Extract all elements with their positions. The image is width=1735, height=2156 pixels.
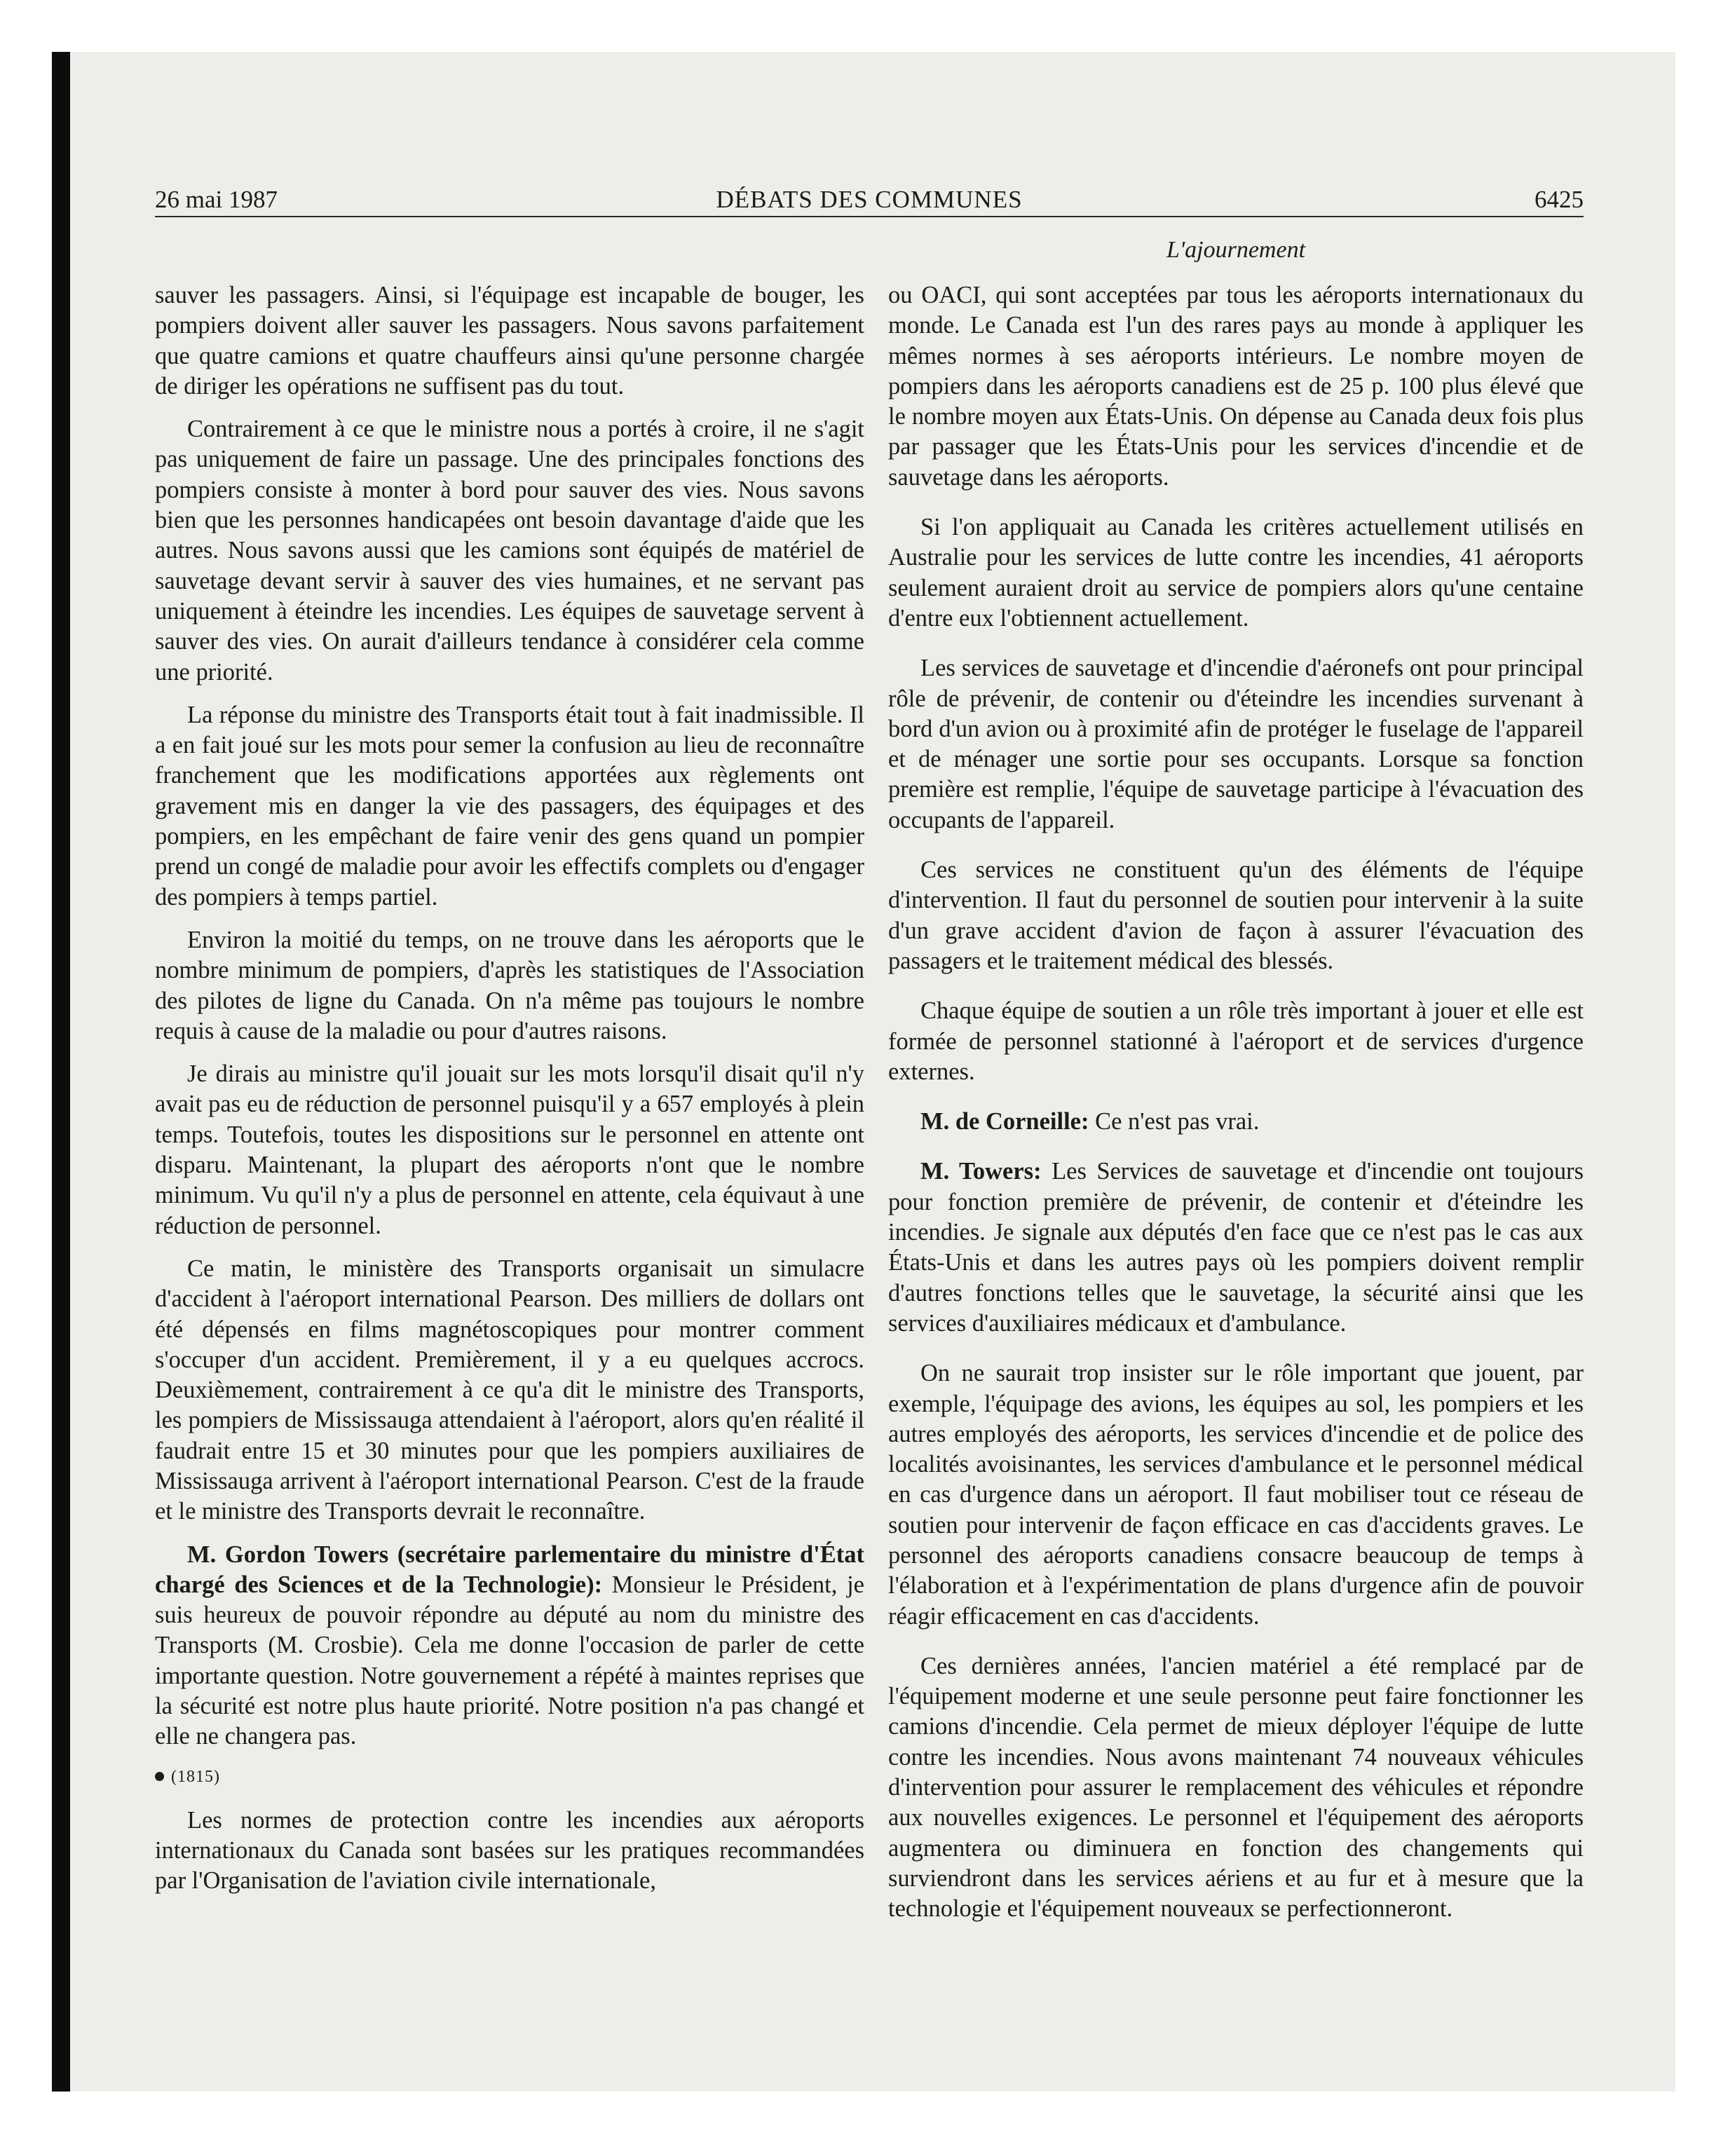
speech-text: Ce n'est pas vrai. <box>1095 1108 1260 1135</box>
paragraph: Les services de sauvetage et d'incendie d'aéronefs ont pour principal rôle de prévenir, de contenir ou d'éteindre les incendies survenant à bord d'un avion ou à proximité afin de protéger le fuselage de l'appareil et de ménager une sortie pour ses occupants. Lorsque sa fonction première est remplie, l'équipe de sauvetage participe à l'évacuation des occupants de l'appareil. <box>888 655 1584 833</box>
speech-paragraph <box>155 1540 864 1752</box>
running-head <box>155 181 1584 219</box>
speech-paragraph <box>888 1157 1584 1339</box>
paragraph: Ces dernières années, l'ancien matériel a été remplacé par de l'équipement moderne et une seule personne peut faire fonctionner les camions d'incendie. Cela permet de mieux déployer l'équipe de lutte contre les incendies. Nous avons maintenant 74 nouveaux véhicules d'intervention pour assurer le remplacement des véhicules et répondre aux nouvelles exigences. Le personnel et l'équipement des aéroports augmentera ou diminuera en fonction des changements qui surviendront dans les services aériens et au fur et à mesure que la technologie et l'équipement nouveaux se perfectionneront. <box>888 1652 1584 1923</box>
binding-edge <box>52 52 70 2092</box>
paragraph: Les normes de protection contre les incendies aux aéroports internationaux du Canada sont basées sur les pratiques recommandées par l'Organisation de l'aviation civile internationale, <box>155 1806 864 1895</box>
paragraph: Chaque équipe de soutien a un rôle très important à jouer et elle est formée de personnel stationné à l'aéroport et de services d'urgence externes. <box>888 997 1584 1085</box>
paragraph: sauver les passagers. Ainsi, si l'équipage est incapable de bouger, les pompiers doivent aller sauver les passagers. Nous savons parfaitement que quatre camions et quatre chauffeurs ainsi qu'une personne chargée de diriger les opérations ne suffisent pas du tout. <box>155 282 864 400</box>
header-rule <box>155 216 1584 217</box>
paragraph: ou OACI, qui sont acceptées par tous les aéroports internationaux du monde. Le Canada est l'un des rares pays au monde à appliquer les mêmes normes à ses aéroports intérieurs. Le nombre moyen de pompiers dans les aéroports canadiens est de 25 p. 100 plus élevé que le nombre moyen aux États-Unis. On dépense au Canada deux fois plus par passager que les États-Unis pour les services d'incendie et de sauvetage dans les aéroports. <box>888 282 1584 491</box>
paragraph: Contrairement à ce que le ministre nous a portés à croire, il ne s'agit pas uniquement de faire un passage. Une des principales fonctions des pompiers consiste à monter à bord pour sauver des vies. Nous savons bien que les personnes handicapées ont besoin davantage d'aide que les autres. Nous savons aussi que les camions sont équipés de matériel de sauvetage devant servir à sauver des vies humaines, et ne servant pas uniquement à éteindre les incendies. Les équipes de sauvetage servent à sauver des vies. On aurait d'ailleurs tendance à considérer cela comme une priorité. <box>155 416 864 685</box>
speech-text: Monsieur le Président, je suis heureux de pouvoir répondre au député au nom du ministre des Transports (M. Crosbie). Cela me donne l'occasion de parler de cette importante question. Notre gouvernement a répété à maintes reprises que la sécurité est notre plus haute priorité. Notre position n'a pas changé et elle ne changera pas. <box>155 1571 864 1750</box>
time-marker-text: (1815) <box>171 1767 220 1786</box>
speaker-name: M. Towers: <box>920 1158 1042 1185</box>
paragraph: Si l'on appliquait au Canada les critères actuellement utilisés en Australie pour les services de lutte contre les incendies, 41 aéroports seulement auraient droit au service de pompiers alors qu'une centaine d'entre eux l'obtiennent actuellement. <box>888 514 1584 632</box>
paragraph: Je dirais au ministre qu'il jouait sur les mots lorsqu'il disait qu'il n'y avait pas eu de réduction de personnel puisqu'il y a 657 employés à plein temps. Toutefois, toutes les dispositions sur le personnel en attente ont disparu. Maintenant, la plupart des aéroports n'ont que le nombre minimum. Vu qu'il n'y a plus de personnel en attente, cela équivaut à une réduction de personnel. <box>155 1060 864 1239</box>
header-date: 26 mai 1987 <box>155 186 278 213</box>
bullet-icon <box>155 1772 164 1781</box>
paragraph: La réponse du ministre des Transports était tout à fait inadmissible. Il a en fait joué sur les mots pour semer la confusion au lieu de reconnaître franchement que les modifications apportées aux règlements ont gravement mis en danger la vie des passagers, des équipages et des pompiers, en les empêchant de faire venir des gens quand un pompier prend un congé de maladie pour avoir les effectifs complets ou d'engager des pompiers à temps partiel. <box>155 701 864 910</box>
speaker-name: M. Gordon Towers (secrétaire parlementaire du ministre d'État chargé des Sciences et de la Technologie): <box>155 1541 864 1598</box>
left-column <box>155 280 864 1909</box>
speech-paragraph <box>888 1107 1584 1137</box>
paragraph: On ne saurait trop insister sur le rôle important que jouent, par exemple, l'équipage des avions, les équipes au sol, les pompiers et les autres employés des aéroports, les services d'incendie et de police des localités avoisinantes, les services d'ambulance et le personnel médical en cas d'urgence dans un aéroport. Il faut mobiliser tout ce réseau de soutien pour intervenir de façon efficace en cas d'accidents graves. Le personnel des aéroports canadiens consacre beaucoup de temps à l'élaboration et à l'expérimentation de plans d'urgence afin de pouvoir réagir efficacement en cas d'accidents. <box>888 1360 1584 1630</box>
paragraph: Ce matin, le ministère des Transports organisait un simulacre d'accident à l'aéroport international Pearson. Des milliers de dollars ont été dépensés en films magnétoscopiques pour montrer comment s'occuper d'un accident. Premièrement, il y a eu quelques accrocs. Deuxièmement, contrairement à ce qu'a dit le ministre des Transports, les pompiers de Mississauga attendaient à l'aéroport, alors qu'en réalité il faudrait entre 15 et 30 minutes pour que les pompiers auxiliaires de Mississauga arrivent à l'aéroport international Pearson. C'est de la fraude et le ministre des Transports devrait le reconnaître. <box>155 1255 864 1525</box>
header-title: DÉBATS DES COMMUNES <box>716 186 1023 213</box>
speaker-name: M. de Corneille: <box>920 1108 1089 1135</box>
speech-text: Les Services de sauvetage et d'incendie ont toujours pour fonction première de prévenir, de contenir et d'éteindre les incendies. Je signale aux députés d'en face que ce n'est pas le cas aux États-Unis et dans les autres pays où les pompiers doivent remplir d'autres fonctions telles que le sauvetage, la sécurité ainsi que les services d'auxiliaires médicaux et d'ambulance. <box>888 1158 1584 1337</box>
paragraph: Environ la moitié du temps, on ne trouve dans les aéroports que le nombre minimum de pompiers, d'après les statistiques de l'Association des pilotes de ligne du Canada. On n'a même pas toujours le nombre requis à cause de la maladie ou pour d'autres raisons. <box>155 926 864 1044</box>
section-label: L'ajournement <box>1166 237 1306 263</box>
right-column <box>888 280 1584 1944</box>
time-marker <box>155 1766 864 1787</box>
page-number: 6425 <box>1535 186 1584 213</box>
paragraph: Ces services ne constituent qu'un des éléments de l'équipe d'intervention. Il faut du personnel de soutien pour intervenir à la suite d'un grave accident d'avion de façon à assurer l'évacuation des passagers et le traitement médical des blessés. <box>888 857 1584 974</box>
